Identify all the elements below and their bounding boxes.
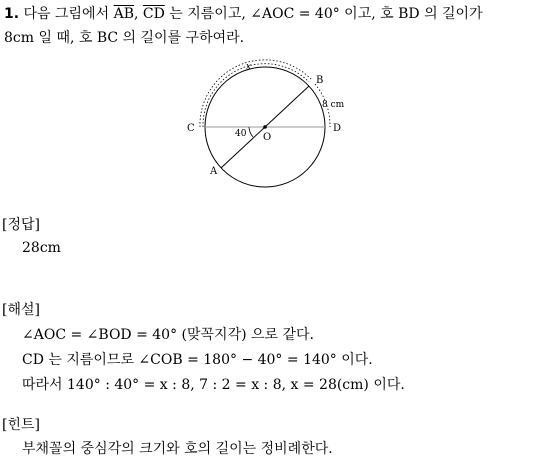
- label-d: D: [333, 123, 342, 134]
- label-c: C: [187, 123, 195, 134]
- center-point: [263, 125, 267, 129]
- label-8cm: 8 cm: [322, 100, 345, 110]
- question-line-1: [4, 3, 483, 23]
- answer-label: [정답]: [2, 217, 40, 233]
- question-comma: ,: [133, 6, 139, 22]
- label-b: B: [316, 75, 324, 86]
- label-x: x: [246, 62, 252, 72]
- label-40: 40: [235, 129, 247, 139]
- answer-value: 28cm: [22, 240, 61, 256]
- question-number: 1.: [4, 6, 20, 22]
- question-text-post: 는 지름이고, ∠AOC = 40° 이고, 호 BD 의 길이가: [169, 6, 483, 22]
- explanation-line-2: CD 는 지름이므로 ∠COB = 180° − 40° = 140° 이다.: [22, 352, 373, 368]
- angle-arc: [249, 127, 253, 137]
- explanation-line-1: ∠AOC = ∠BOD = 40° (맞꼭지각) 으로 같다.: [22, 327, 315, 343]
- arc-bc-marker: [200, 60, 311, 127]
- question-line-2: 8cm 일 때, 호 BC 의 길이를 구하여라.: [4, 30, 245, 46]
- label-a: A: [210, 166, 218, 177]
- hint-label: [힌트]: [2, 417, 40, 433]
- explanation-line-3: 따라서 140° : 40° = x : 8, 7 : 2 = x : 8, x = 28(cm) 이다.: [22, 377, 405, 393]
- explanation-label: [해설]: [2, 302, 40, 318]
- arc-bc-marker-inner: [203, 64, 309, 127]
- segment-cd: $\overline{CD}$: [142, 6, 165, 22]
- question-text-pre: 다음 그림에서: [23, 6, 110, 22]
- hint-text: 부채꼴의 중심각의 크기와 호의 길이는 정비례한다.: [22, 441, 333, 457]
- label-o: O: [263, 132, 272, 143]
- circle-figure: [0, 48, 534, 248]
- segment-ab: $\overline{AB}$: [113, 6, 134, 22]
